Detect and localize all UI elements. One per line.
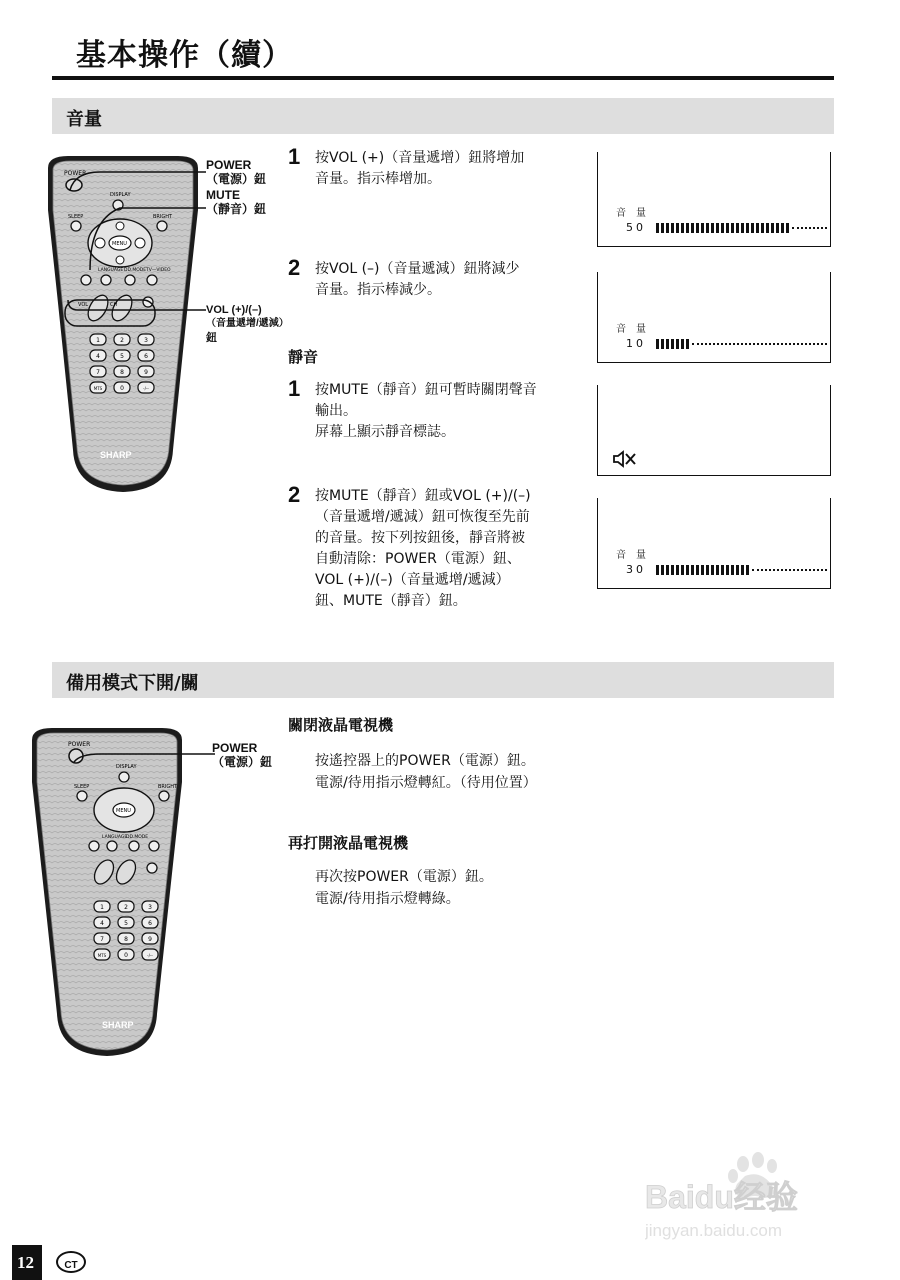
baidu-watermark-logo bbox=[645, 1150, 855, 1250]
volume-bar-segment bbox=[681, 223, 684, 233]
step-text: 按MUTE（靜音）鈕可暫時關閉聲音 輸出。 屏幕上顯示靜音標誌。 bbox=[315, 382, 537, 440]
remote-number-key-label: 1 bbox=[96, 337, 100, 344]
volume-bar-segment bbox=[761, 223, 764, 233]
remote-power-label: POWER bbox=[64, 170, 87, 177]
remote-number-key-label: 4 bbox=[96, 353, 100, 360]
remote-number-key-label: 5 bbox=[120, 353, 124, 360]
subsection-title-on: 再打開液晶電視機 bbox=[288, 834, 409, 852]
volume-bar-segment bbox=[781, 223, 784, 233]
svg-text:POWER: POWER bbox=[68, 741, 91, 748]
step-text: 按VOL (+)（音量遞增）鈕將增加 音量。指示棒增加。 bbox=[315, 150, 525, 187]
remote-number-key-label: 0 bbox=[120, 385, 124, 392]
volume-bar-segment bbox=[661, 565, 664, 575]
remote-number-key-label: MTS bbox=[97, 953, 107, 958]
step-number: 2 bbox=[288, 255, 301, 280]
volume-bar-segment bbox=[696, 565, 699, 575]
volume-bar-segment bbox=[721, 565, 724, 575]
section-header-standby bbox=[52, 662, 834, 698]
svg-text:MENU: MENU bbox=[116, 808, 131, 814]
volume-bar bbox=[656, 565, 827, 575]
volume-bar-remainder bbox=[692, 343, 827, 345]
svg-text:BRIGHT: BRIGHT bbox=[158, 784, 178, 790]
subsection-title-mute: 靜音 bbox=[288, 348, 319, 366]
volume-bar-segment bbox=[741, 565, 744, 575]
volume-bar-segment bbox=[671, 565, 674, 575]
volume-bar-segment bbox=[701, 565, 704, 575]
step-number: 1 bbox=[288, 376, 301, 401]
callout-lines-volume bbox=[60, 160, 210, 340]
volume-bar-segment bbox=[766, 223, 769, 233]
volume-bar-segment bbox=[736, 565, 739, 575]
remote-number-key-label: 6 bbox=[148, 920, 152, 927]
remote-brand-logo: SHARP bbox=[100, 450, 132, 460]
speaker-muted-icon bbox=[612, 449, 638, 469]
volume-bar-segment bbox=[731, 565, 734, 575]
remote-number-key-label: 4 bbox=[100, 920, 104, 927]
step-number: 1 bbox=[288, 144, 301, 169]
volume-bar-segment bbox=[771, 223, 774, 233]
volume-bar-segment bbox=[691, 565, 694, 575]
volume-bar-segment bbox=[711, 223, 714, 233]
volume-bar-segment bbox=[676, 339, 679, 349]
volume-bar-segment bbox=[706, 565, 709, 575]
remote-number-key-label: 9 bbox=[144, 369, 148, 376]
svg-text:VOL: VOL bbox=[78, 302, 89, 308]
page-number: 12 bbox=[17, 1253, 34, 1272]
volume-bar-segment bbox=[661, 339, 664, 349]
remote-number-key-label: 5 bbox=[124, 920, 128, 927]
volume-bar-segment bbox=[671, 339, 674, 349]
volume-bar-segment bbox=[721, 223, 724, 233]
volume-bar-segment bbox=[681, 565, 684, 575]
svg-text:DD.MODE: DD.MODE bbox=[124, 268, 147, 273]
on-instructions: 再次按POWER（電源）鈕。 電源/待用指示燈轉綠。 bbox=[315, 869, 493, 907]
remote-number-key-label: -/-- bbox=[143, 386, 149, 391]
volume-bar-segment bbox=[681, 339, 684, 349]
page-number-box bbox=[12, 1245, 42, 1280]
remote-number-key-label: 8 bbox=[124, 936, 128, 943]
volume-bar-segment bbox=[736, 223, 739, 233]
volume-bar-segment bbox=[661, 223, 664, 233]
volume-bar-segment bbox=[751, 223, 754, 233]
section-header-volume bbox=[52, 98, 834, 134]
osd-screen: 音 量 50 bbox=[597, 152, 831, 247]
svg-text:LANGUAGE: LANGUAGE bbox=[98, 268, 124, 273]
volume-bar-segment bbox=[656, 223, 659, 233]
svg-text:MENU: MENU bbox=[112, 241, 127, 247]
callout-mute: MUTE （靜音）鈕 bbox=[206, 188, 267, 216]
svg-text:CH: CH bbox=[110, 302, 118, 308]
remote-number-key-label: MTS bbox=[93, 386, 103, 391]
svg-text:DISPLAY: DISPLAY bbox=[116, 764, 137, 770]
step-number: 2 bbox=[288, 482, 301, 507]
remote-number-key-label: 8 bbox=[120, 369, 124, 376]
remote-display-label: DISPLAY bbox=[110, 192, 131, 198]
svg-text:DD.MODE: DD.MODE bbox=[126, 835, 149, 840]
svg-text:SHARP: SHARP bbox=[102, 1020, 134, 1030]
volume-bar-segment bbox=[746, 565, 749, 575]
language-badge: CT bbox=[56, 1251, 86, 1273]
off-instructions: 按遙控器上的POWER（電源）鈕。 電源/待用指示燈轉紅。（待用位置） bbox=[315, 753, 537, 791]
remote-number-key-label: 2 bbox=[124, 904, 128, 911]
osd-screen: 音 量 30 bbox=[597, 498, 831, 589]
volume-bar-segment bbox=[676, 565, 679, 575]
remote-number-key-label: 2 bbox=[120, 337, 124, 344]
subsection-title-off: 關閉液晶電視機 bbox=[288, 716, 394, 734]
watermark-brand: Baidu经验 bbox=[645, 1179, 798, 1215]
volume-bar-segment bbox=[676, 223, 679, 233]
section-title-standby: 備用模式下開/關 bbox=[66, 673, 199, 694]
volume-bar bbox=[656, 339, 827, 349]
volume-bar-segment bbox=[716, 223, 719, 233]
step-text: 按VOL (–)（音量遞減）鈕將減少 音量。指示棒減少。 bbox=[315, 261, 520, 298]
volume-bar-segment bbox=[726, 565, 729, 575]
volume-bar-segment bbox=[711, 565, 714, 575]
volume-bar-segment bbox=[776, 223, 779, 233]
callout-vol: VOL (+)/(–) （音量遞增/遞減） 鈕 bbox=[206, 304, 289, 344]
volume-bar-segment bbox=[741, 223, 744, 233]
volume-bar-segment bbox=[686, 565, 689, 575]
volume-bar-segment bbox=[691, 223, 694, 233]
osd-screen: 音 量 10 bbox=[597, 272, 831, 363]
callout-power: POWER （電源）鈕 bbox=[206, 158, 267, 186]
volume-bar-segment bbox=[731, 223, 734, 233]
remote-number-key-label: 3 bbox=[144, 337, 148, 344]
volume-bar-segment bbox=[656, 339, 659, 349]
callout-power: POWER （電源）鈕 bbox=[212, 741, 273, 769]
page-title: 基本操作（續） bbox=[76, 38, 293, 73]
volume-bar-segment bbox=[701, 223, 704, 233]
section-title-volume: 音量 bbox=[66, 109, 102, 130]
volume-bar-segment bbox=[756, 223, 759, 233]
volume-bar-segment bbox=[656, 565, 659, 575]
volume-bar-remainder bbox=[752, 569, 827, 571]
svg-text:BRIGHT: BRIGHT bbox=[153, 214, 173, 220]
svg-text:LANGUAGE: LANGUAGE bbox=[102, 835, 128, 840]
svg-text:SLEEP: SLEEP bbox=[74, 784, 90, 790]
volume-bar-segment bbox=[686, 339, 689, 349]
remote-number-key-label: 1 bbox=[100, 904, 104, 911]
remote-number-key-label: 7 bbox=[100, 936, 104, 943]
watermark-url: jingyan.baidu.com bbox=[645, 1221, 783, 1240]
volume-bar-segment bbox=[726, 223, 729, 233]
osd-screen bbox=[597, 385, 831, 476]
volume-bar-segment bbox=[746, 223, 749, 233]
remote-number-key-label: 7 bbox=[96, 369, 100, 376]
title-divider bbox=[52, 76, 834, 80]
svg-text:TV—VIDEO: TV—VIDEO bbox=[146, 268, 171, 273]
volume-bar-segment bbox=[666, 223, 669, 233]
remote-number-key-label: 9 bbox=[148, 936, 152, 943]
remote-number-key-label: -/-- bbox=[147, 953, 153, 958]
volume-bar-segment bbox=[671, 223, 674, 233]
remote-number-key-label: 0 bbox=[124, 952, 128, 959]
remote-number-key-label: 3 bbox=[148, 904, 152, 911]
svg-text:SLEEP: SLEEP bbox=[68, 214, 84, 220]
volume-bar-segment bbox=[696, 223, 699, 233]
volume-bar-segment bbox=[686, 223, 689, 233]
volume-bar-remainder bbox=[792, 227, 827, 229]
volume-bar-segment bbox=[786, 223, 789, 233]
volume-bar-segment bbox=[706, 223, 709, 233]
volume-bar-segment bbox=[716, 565, 719, 575]
volume-bar-segment bbox=[666, 565, 669, 575]
volume-bar bbox=[656, 223, 827, 233]
volume-bar-segment bbox=[666, 339, 669, 349]
step-text: 按MUTE（靜音）鈕或VOL (+)/(–) （音量遞增/遞減）鈕可恢復至先前 的音量。按下列按鈕後，靜音將被 自動清除：POWER（電源）鈕、 VOL (+)/(–)（音量遞增/遞減） 鈕、MUTE（靜音）鈕。 bbox=[315, 488, 531, 609]
callout-line-standby bbox=[60, 740, 220, 790]
remote-number-key-label: 6 bbox=[144, 353, 148, 360]
